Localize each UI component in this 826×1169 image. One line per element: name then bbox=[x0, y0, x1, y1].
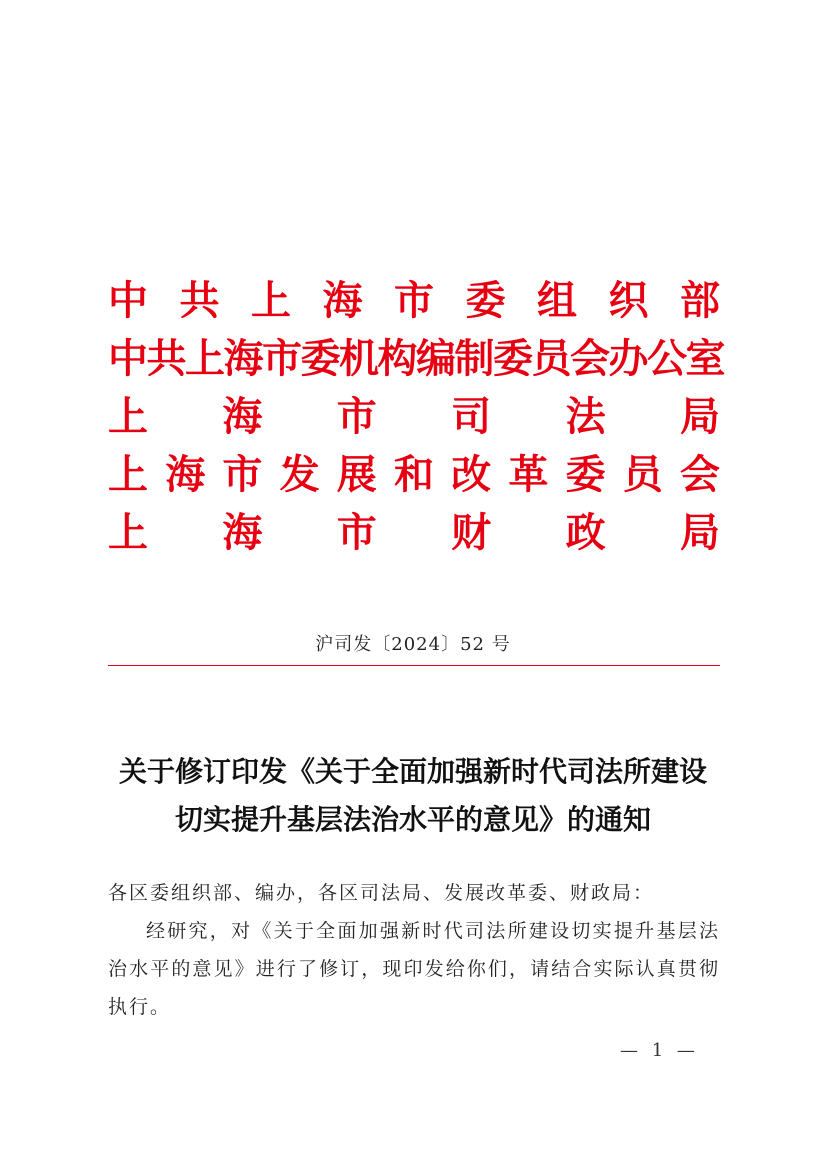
issuer-char: 法 bbox=[565, 393, 606, 440]
issuer-char: 共 bbox=[179, 277, 220, 324]
document-title bbox=[0, 748, 826, 844]
issuer-char: 市 bbox=[336, 393, 377, 440]
body-paragraph: 经研究，对《关于全面加强新时代司法所建设切实提升基层法治水平的意见》进行了修订，现印发给你们，请结合实际认真贯彻执行。 bbox=[108, 920, 720, 1018]
issuer-char: 革 bbox=[508, 451, 549, 498]
document-body bbox=[108, 874, 720, 1026]
issuer-char: 海 bbox=[165, 451, 206, 498]
issuer-char: 上 bbox=[108, 509, 148, 556]
issuer-char: 委 bbox=[465, 277, 506, 324]
issuer-char: 局 bbox=[679, 509, 720, 556]
issuer-char: 展 bbox=[336, 451, 377, 498]
issuer-char: 海 bbox=[222, 393, 263, 440]
issuer-char: 市 bbox=[222, 451, 263, 498]
issuer-char: 市 bbox=[336, 509, 377, 556]
issuer-char: 海 bbox=[222, 509, 263, 556]
issuer-char: 市 bbox=[394, 277, 434, 324]
issuer-char: 员 bbox=[622, 451, 663, 498]
issuer-char: 发 bbox=[279, 451, 320, 498]
page-number: — 1 — bbox=[620, 1040, 699, 1061]
issuer-char: 局 bbox=[679, 393, 720, 440]
issuer-char: 部 bbox=[680, 277, 720, 324]
issuer-char: 改 bbox=[451, 451, 492, 498]
issuer-line-1 bbox=[108, 272, 720, 330]
issuer-char: 财 bbox=[451, 509, 492, 556]
issuer-char: 司 bbox=[451, 393, 492, 440]
red-separator-line bbox=[108, 665, 720, 666]
issuer-char: 海 bbox=[322, 277, 363, 324]
issuer-char: 上 bbox=[108, 451, 148, 498]
recipients: 各区委组织部、编办，各区司法局、发展改革委、财政局： bbox=[108, 882, 655, 904]
issuer-name: 中共上海市委机构编制委员会办公室 bbox=[108, 335, 724, 382]
issuer-line-3 bbox=[108, 388, 720, 446]
issuer-line-4 bbox=[108, 446, 720, 504]
title-line-1: 关于修订印发《关于全面加强新时代司法所建设 bbox=[118, 755, 707, 788]
issuer-char: 织 bbox=[608, 277, 649, 324]
issuer-char: 委 bbox=[565, 451, 606, 498]
issuer-line-5 bbox=[108, 504, 720, 562]
issuer-char: 政 bbox=[565, 509, 606, 556]
issuer-char: 会 bbox=[679, 451, 720, 498]
issuer-line-2 bbox=[108, 330, 724, 388]
issuer-char: 上 bbox=[251, 277, 291, 324]
issuer-char: 组 bbox=[537, 277, 577, 324]
issuer-char: 和 bbox=[393, 451, 434, 498]
document-number: 沪司发〔2024〕52 号 bbox=[315, 634, 511, 655]
issuing-authorities bbox=[108, 272, 724, 562]
issuer-char: 中 bbox=[108, 277, 148, 324]
title-line-2: 切实提升基层法治水平的意见》的通知 bbox=[174, 803, 651, 836]
issuer-char: 上 bbox=[108, 393, 148, 440]
